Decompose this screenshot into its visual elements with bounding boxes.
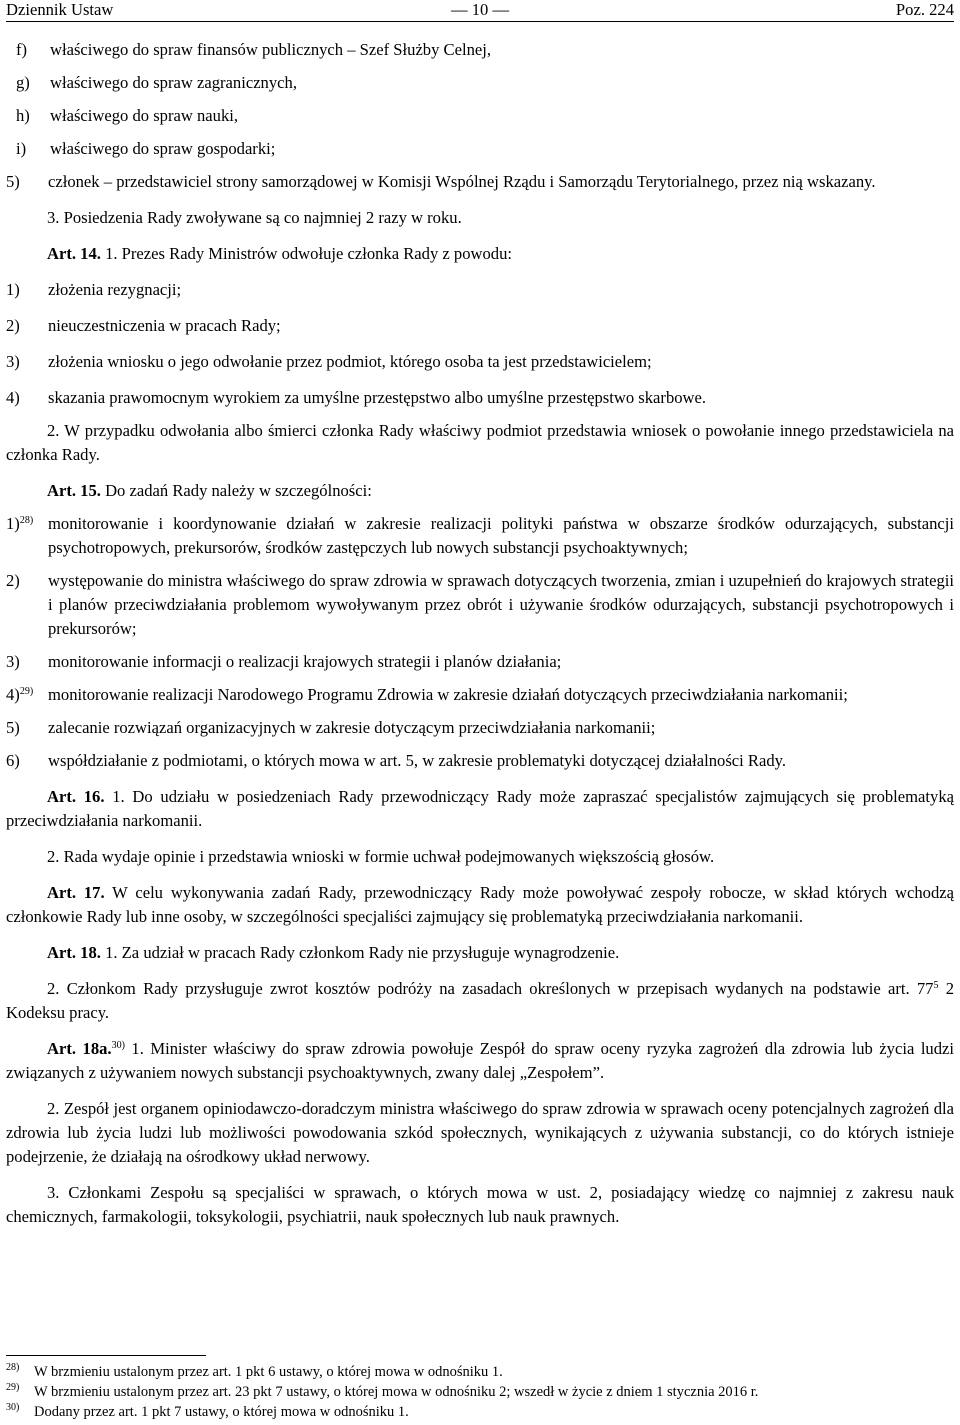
item-text: występowanie do ministra właściwego do spraw zdrowia w sprawach dotyczących tworzenia, zmian i uzupełnień do krajowych strategii i planów przeciwdziałania problemom wywoływanym przez obrót i używanie środków odurzających, substancji psychotropowych i prekursorów; [48, 571, 954, 638]
art-15-item-1 [6, 512, 954, 560]
art-14-item-3 [6, 350, 954, 374]
item-text: właściwego do spraw gospodarki; [50, 139, 276, 158]
paragraph-text: 2 Kodeksu pracy. [6, 979, 954, 1022]
article-text: 1. Minister właściwy do spraw zdrowia powołuje Zespół do spraw oceny ryzyka zagrożeń dla zdrowia lub życia ludzi związanych z używaniem nowych substancji psychoaktywnych, zwany dalej „Zespołem”. [6, 1039, 954, 1082]
item-number: h) [16, 106, 30, 125]
item-number: 6) [6, 751, 20, 770]
art-16-paragraph-2: 2. Rada wydaje opinie i przedstawia wnioski w formie uchwał podejmowanych większością głosów. [47, 847, 715, 866]
art-15-item-2 [6, 569, 954, 641]
item-number: i) [16, 139, 27, 158]
footnote-text: W brzmieniu ustalonym przez art. 1 pkt 6 ustawy, o której mowa w odnośniku 1. [34, 1364, 503, 1380]
footnote-ref: 29) [19, 686, 34, 697]
article-text: 1. Do udziału w posiedzeniach Rady przewodniczący Rady może zapraszać specjalistów zajmujących się problematyką przeciwdziałania narkomanii. [6, 787, 954, 830]
paragraph-3: 3. Posiedzenia Rady zwoływane są co najmniej 2 razy w roku. [47, 208, 462, 227]
footnote-number: 30) [6, 1402, 20, 1413]
article-text: 1. Za udział w pracach Rady członkom Rady nie przysługuje wynagrodzenie. [100, 943, 620, 962]
article-text: W celu wykonywania zadań Rady, przewodniczący Rady może powoływać zespoły robocze, w skład których wchodzą członkowie Rady lub inne osoby, w szczególności specjaliści zajmujący się problematyką przeciwdziałania narkomanii. [6, 883, 954, 926]
item-text: monitorowanie realizacji Narodowego Programu Zdrowia w zakresie działań dotyczących przeciwdziałania narkomanii; [48, 685, 848, 704]
art-15-item-6 [6, 749, 954, 773]
item-number: 5) [6, 718, 20, 737]
item-text: złożenia wniosku o jego odwołanie przez podmiot, którego osoba ta jest przedstawicielem; [48, 352, 652, 371]
article-text: 1. Prezes Rady Ministrów odwołuje członka Rady z powodu: [100, 244, 513, 263]
footnotes [6, 1362, 954, 1422]
article-label: Art. 18a. [47, 1039, 112, 1058]
footnote-ref: 30) [111, 1040, 125, 1051]
footnote-ref: 28) [19, 515, 34, 526]
art-18a-paragraph-2: 2. Zespół jest organem opiniodawczo-doradczym ministra właściwego do spraw zdrowia w sprawach oceny potencjalnych zagrożeń dla zdrowia lub życia ludzi lub możliwości powodowania szkód społecznych, wynikających z używania substancji, co do których istnieje podejrzenie, że działają na ośrodkowy układ nerwowy. [6, 1099, 954, 1166]
footnote-30 [6, 1402, 954, 1422]
journal-title: Dziennik Ustaw [6, 0, 114, 19]
list-item-h [6, 104, 954, 128]
art-16-intro [6, 785, 954, 833]
item-number: 1) [6, 280, 20, 299]
item-number [6, 683, 48, 707]
item-text: zalecanie rozwiązań organizacyjnych w zakresie dotyczącym przeciwdziałania narkomanii; [48, 718, 656, 737]
page-header [0, 0, 960, 24]
article-label: Art. 17. [47, 883, 105, 902]
footnote-text: W brzmieniu ustalonym przez art. 23 pkt 7 ustawy, o której mowa w odnośniku 2; wszedł w życie z dniem 1 stycznia 2016 r. [34, 1384, 759, 1400]
art-18a-paragraph-3: 3. Członkami Zespołu są specjaliści w sprawach, o których mowa w ust. 2, posiadający wiedzę co najmniej z zakresu nauk chemicznych, farmakologii, toksykologii, psychiatrii, nauk społecznych lub nauk prawnych. [6, 1183, 954, 1226]
art-15-item-3 [6, 650, 954, 674]
article-label: Art. 14. [47, 244, 101, 263]
article-label: Art. 18. [47, 943, 101, 962]
document-body [6, 38, 954, 1229]
item-number: f) [16, 40, 28, 59]
item-text: właściwego do spraw nauki, [50, 106, 239, 125]
item-text: złożenia rezygnacji; [48, 280, 182, 299]
item-text: współdziałanie z podmiotami, o których mowa w art. 5, w zakresie problematyki dotyczącej działalności Rady. [48, 751, 787, 770]
list-item-g [6, 71, 954, 95]
art-15-intro [6, 479, 954, 503]
list-item-i [6, 137, 954, 161]
article-text: Do zadań Rady należy w szczególności: [100, 481, 372, 500]
item-text: monitorowanie informacji o realizacji krajowych strategii i planów działania; [48, 652, 562, 671]
footnote-28 [6, 1362, 954, 1382]
item-text: właściwego do spraw finansów publicznych – Szef Służby Celnej, [50, 40, 492, 59]
item-number: 3) [6, 652, 20, 671]
item-number-text: 4) [6, 685, 20, 704]
art-15-item-4 [6, 683, 954, 707]
item-number: 4) [6, 388, 20, 407]
footnote-separator [6, 1355, 206, 1356]
item-number-text: 1) [6, 514, 20, 533]
footnote-number: 28) [6, 1362, 20, 1373]
art-14-item-4 [6, 386, 954, 410]
header-rule [6, 21, 954, 22]
footnote-number: 29) [6, 1382, 20, 1393]
art-17 [6, 881, 954, 929]
item-number: g) [16, 73, 30, 92]
art-15-item-5 [6, 716, 954, 740]
footnote-text: Dodany przez art. 1 pkt 7 ustawy, o której mowa w odnośniku 1. [34, 1404, 409, 1420]
article-label: Art. 16. [47, 787, 105, 806]
art-18-paragraph-2 [6, 977, 954, 1025]
item-text: skazania prawomocnym wyrokiem za umyślne przestępstwo albo umyślne przestępstwo skarbowe. [48, 388, 707, 407]
art-14-paragraph-2: 2. W przypadku odwołania albo śmierci członka Rady właściwy podmiot przedstawia wniosek o powołanie innego przedstawiciela na członka Rady. [6, 421, 954, 464]
list-item-f [6, 38, 954, 62]
list-item-5 [6, 170, 954, 194]
item-text: członek – przedstawiciel strony samorządowej w Komisji Wspólnej Rządu i Samorządu Terytorialnego, przez nią wskazany. [48, 172, 876, 191]
position-number: Poz. 224 [895, 0, 954, 19]
item-number: 2) [6, 571, 20, 590]
superscript: 5 [933, 980, 939, 991]
item-number [6, 512, 48, 560]
item-text: nieuczestniczenia w pracach Rady; [48, 316, 281, 335]
item-text: monitorowanie i koordynowanie działań w zakresie realizacji polityki państwa w obszarze środków odurzających, substancji psychotropowych, prekursorów, środków zastępczych lub nowych substancji psychoaktywnych; [48, 514, 954, 557]
footnote-29 [6, 1382, 954, 1402]
art-14-item-2 [6, 314, 954, 338]
art-18a-intro [6, 1037, 954, 1085]
paragraph-text: 2. Członkom Rady przysługuje zwrot kosztów podróży na zasadach określonych w przepisach wydanych na podstawie art. 77 [47, 979, 934, 998]
article-label: Art. 15. [47, 481, 101, 500]
page-number: — 10 — [451, 0, 510, 19]
art-14-item-1 [6, 278, 954, 302]
item-number: 2) [6, 316, 20, 335]
item-number: 5) [6, 172, 20, 191]
item-text: właściwego do spraw zagranicznych, [50, 73, 297, 92]
art-18-intro [6, 941, 954, 965]
art-14-intro [6, 242, 954, 266]
item-number: 3) [6, 352, 20, 371]
